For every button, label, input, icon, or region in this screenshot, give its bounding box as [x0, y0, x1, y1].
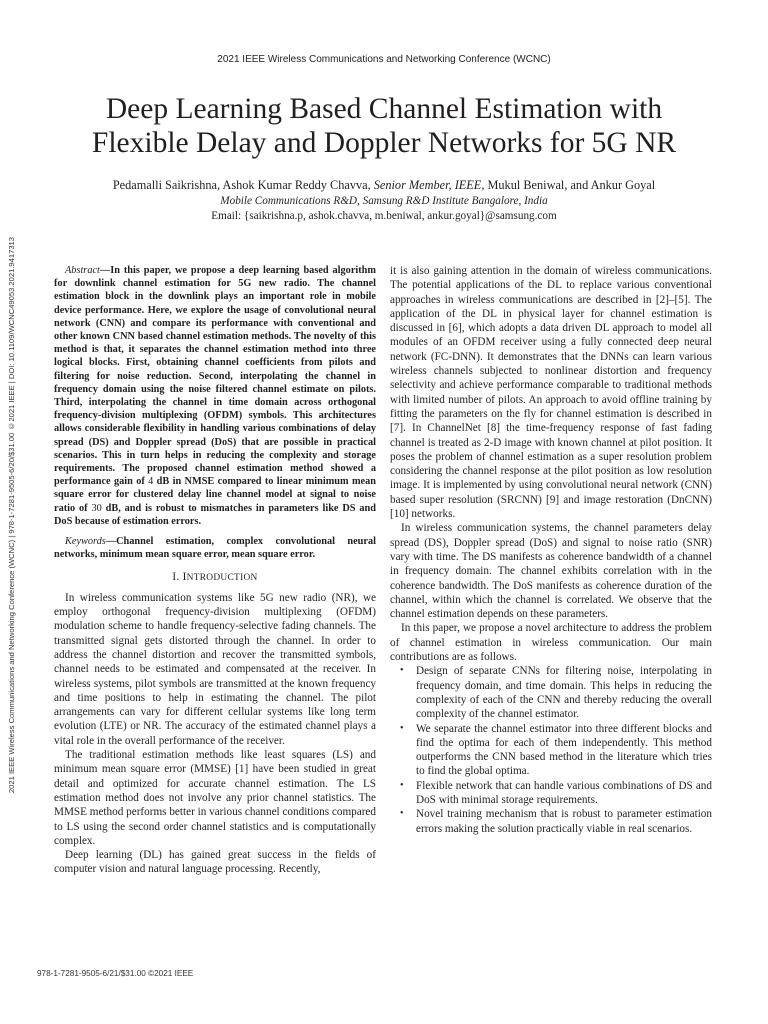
paper-title	[30, 92, 738, 160]
section-numeral: I.	[172, 571, 183, 584]
section-initial: I	[182, 571, 187, 584]
list-item-text: Flexible network that can handle various combinations of DS and DoS with minimal storage requirements.	[416, 779, 712, 806]
bullet-icon: •	[400, 665, 404, 677]
doi-sidebar-text: 2021 IEEE Wireless Communications and Networking Conference (WCNC) | 978-1-7281-9505-6/20/$31.00 ©2021 IEEE | DOI: 10.1109/WCNC49053.2021.9417313	[6, 236, 16, 794]
authors-part-1: Pedamalli Saikrishna, Ashok Kumar Reddy Chavva,	[112, 178, 374, 192]
author-list	[20, 178, 748, 193]
intro-paragraph-2: The traditional estimation methods like least squares (LS) and minimum mean square error (MMSE) [1] have been studied in great detail and optimized for accurate channel estimation. The LS estimation method does not involve any prior channel statistics. The MMSE method performs better in various channel conditions compared to LS using the second order channel statistics and is computationally complex.	[54, 749, 376, 847]
list-item-text: Design of separate CNNs for filtering noise, interpolating in frequency domain, and time domain. This helps in reducing the complexity of each of the CNN and thereby reducing the overall complexity of the channel estimator.	[416, 665, 712, 721]
conference-header: 2021 IEEE Wireless Communications and Networking Conference (WCNC)	[217, 54, 551, 65]
list-item	[400, 779, 712, 808]
list-item	[400, 807, 712, 836]
section-heading-introduction	[54, 570, 376, 585]
affiliation: Mobile Communications R&D, Samsung R&D Institute Bangalore, India	[220, 195, 548, 207]
abstract-snr-value: 30	[91, 502, 102, 514]
authors-part-2: , Mukul Beniwal, and Ankur Goyal	[481, 178, 656, 192]
bullet-icon: •	[400, 779, 404, 791]
body-paragraph-contributions: In this paper, we propose a novel architecture to address the problem of channel estimation in wireless communication. Our main contributions are as follows.	[390, 622, 712, 664]
intro-paragraph-1: In wireless communication systems like 5G new radio (NR), we employ orthogonal frequency-division multiplexing (OFDM) modulation scheme to handle frequency-selective fading channels. The transmitted signal gets distorted through the channel. In order to address the channel distortion and recover the transmitted symbols, channel needs to be estimated and compensated at the receiver. In wireless systems, pilot symbols are transmitted at the known frequency and time positions to help in estimating the channel. The pilot arrangements can vary for different cellular systems like long term evolution (LTE) or NR. The accuracy of the estimated channel plays a vital role in the overall performance of the receiver.	[54, 591, 376, 747]
list-item	[400, 722, 712, 779]
abstract-text-a: —In this paper, we propose a deep learning based algorithm for downlink channel estimation for 5G new radio. The channel estimation block in the downlink plays an important role in mobile device performance. Here, we explore the usage of convolutional neural network (CNN) and compare its performance with conventional and other known CNN based channel estimation methods. The novelty of this method is that, it separates the channel estimation method into three logical blocks. First, obtaining channel coefficients from pilots and filtering for noise reduction. Second, interpolating the channel in frequency domain using the noise filtered channel estimate on pilots. Third, interpolating the channel in time domain across orthogonal frequency-division multiplexing (OFDM) symbols. This architectures allows considerable flexibility in handling various combinations of delay spread (DS) and Doppler spread (DoS) that are possible in practical scenarios. This in turn helps in reducing the complexity and storage requirements. The proposed channel estimation method showed a performance gain of	[54, 265, 376, 488]
abstract-text-b: dB in NMSE compared to linear minimum mean square error for clustered delay line channel model at signal to noise ratio of	[54, 476, 376, 514]
contributions-list	[390, 664, 712, 836]
list-item-text: Novel training mechanism that is robust to parameter estimation errors making the solution practically viable in real scenarios.	[416, 808, 712, 835]
abstract-label: Abstract	[65, 265, 100, 276]
keywords	[54, 535, 376, 561]
section-title-rest: NTRODUCTION	[186, 573, 258, 584]
bullet-icon: •	[400, 808, 404, 820]
list-item	[400, 664, 712, 721]
keywords-text: —Channel estimation, complex convolutional neural networks, minimum mean square error, mean square error.	[54, 536, 376, 561]
copyright-footer: 978-1-7281-9505-6/21/$31.00 ©2021 IEEE	[37, 969, 194, 978]
abstract-gain-value: 4	[148, 476, 154, 488]
abstract-text-c: dB, and is robust to mismatches in parameters like DS and DoS because of estimation errors.	[54, 502, 376, 527]
title-line-2: Flexible Delay and Doppler Networks for 5G NR	[91, 127, 677, 159]
doi-sidebar	[3, 185, 19, 845]
body-paragraph-parameters: In wireless communication systems, the channel parameters delay spread (DS), Doppler spread (DoS) and signal to noise ratio (SNR) vary with time. The DS manifests as coherence bandwidth of a channel in frequency domain. The channel exhibits correlation with in the coherence bandwidth. The DoS manifests as coherence duration of the channel, within which the channel is correlated. We observe that the channel estimation depends on these parameters.	[390, 522, 712, 621]
author-role: Senior Member, IEEE	[373, 178, 482, 192]
title-line-1: Deep Learning Based Channel Estimation with	[105, 93, 663, 125]
body-paragraph-continued: it is also gaining attention in the domain of wireless communications. The potential applications of the DL to replace various conventional approaches in wireless communications are described in [2]–[5]. The application of the DL in physical layer for channel estimation is discussed in [6], which adopts a data driven DL approach to model all modules of an OFDM receiver using a fully connected deep neural network (FC-DNN). It demonstrates that the DNNs can learn various wireless channels subjected to nonlinear distortion and frequency selectivity and achieve performance comparable to traditional methods with limited number of pilots. An approach to avoid offline training by fitting the parameters on the fly for channel estimation is described in [7]. In ChannelNet [8] the time-frequency response of fast fading channel is treated as 2-D image with known channel at pilot position. It poses the problem of channel estimation as a super resolution problem considering the channel response at the pilot position as low resolution image. It is implemented by using convolutional neural network (CNN) based super resolution (SRCNN) [9] and image restoration (DnCNN) [10] networks.	[390, 265, 712, 521]
keywords-label: Keywords	[65, 536, 106, 548]
right-column	[390, 264, 712, 836]
author-emails: Email: {saikrishna.p, ashok.chavva, m.beniwal, ankur.goyal}@samsung.com	[211, 210, 557, 222]
intro-paragraph-3: Deep learning (DL) has gained great success in the fields of computer vision and natural language processing. Recently,	[54, 849, 376, 876]
left-column	[54, 264, 376, 877]
list-item-text: We separate the channel estimator into three different blocks and find the optima for each of them independently. This method outperforms the CNN based method in the literature which tries to find the global optima.	[416, 722, 712, 778]
bullet-icon: •	[400, 722, 404, 734]
abstract	[54, 264, 376, 528]
